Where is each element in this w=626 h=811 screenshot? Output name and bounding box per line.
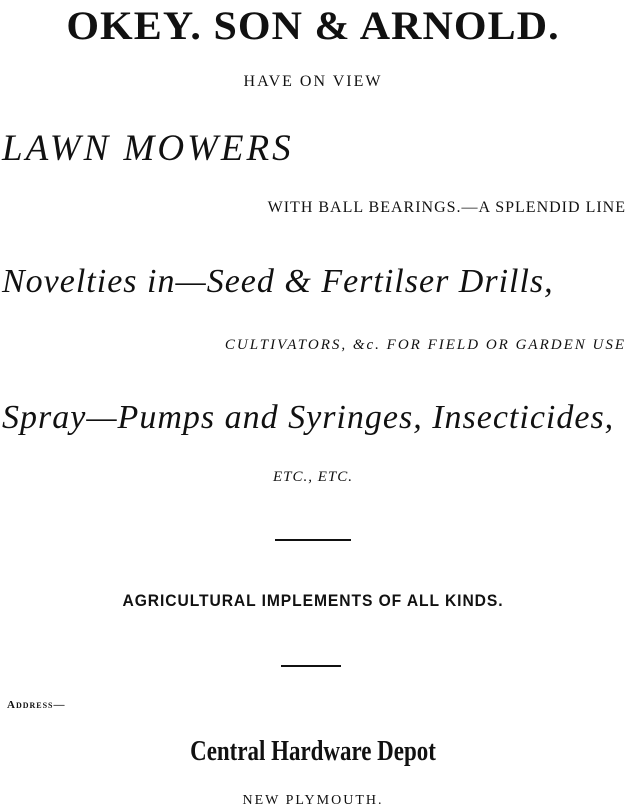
have-on-view-text: HAVE ON VIEW	[243, 73, 383, 90]
town-name: NEW PLYMOUTH.	[242, 793, 384, 808]
etc-text: ETC., ETC.	[272, 469, 354, 485]
divider-rule	[275, 539, 351, 541]
ball-bearings-text: WITH BALL BEARINGS.—A SPLENDID LINE	[267, 199, 626, 216]
agricultural-implements-text: AGRICULTURAL IMPLEMENTS OF ALL KINDS.	[122, 591, 504, 610]
lawn-mowers-heading: LAWN MOWERS	[2, 128, 294, 169]
spray-pumps-heading: Spray—Pumps and Syringes, Insecticides,	[2, 399, 615, 436]
divider-rule	[281, 665, 341, 667]
novelties-heading: Novelties in—Seed & Fertilser Drills,	[2, 263, 554, 300]
address-label: Address—	[7, 699, 66, 711]
firm-name: OKEY. SON & ARNOLD.	[66, 3, 560, 48]
depot-name: Central Hardware Depot	[190, 736, 436, 767]
cultivators-text: CULTIVATORS, &c. FOR FIELD OR GARDEN USE	[224, 337, 626, 353]
